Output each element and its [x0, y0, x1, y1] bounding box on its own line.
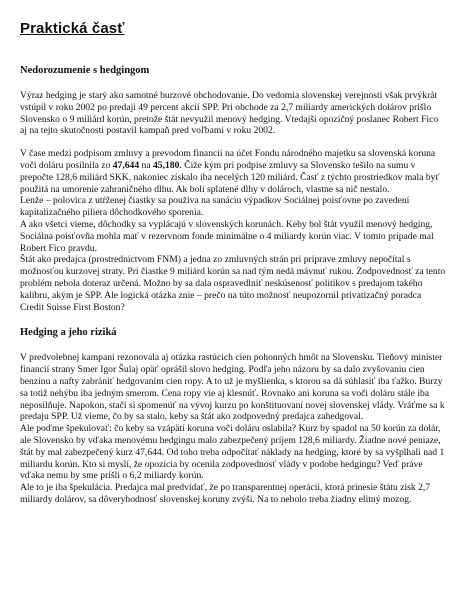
paragraph: Lenže – polovica z utŕženej čiastky sa používa na sanáciu výpadkov Sociálnej poisťovne po zavedení kapitalizačného piliera dôchodkového sporenia. — [20, 195, 410, 219]
paragraph-text: V čase medzi podpisom zmluvy a prevodom financií na účet Fondu národného majetku sa slovenská koruna voči doláru posilnila zo — [20, 148, 436, 171]
section-heading-risks: Hedging a jeho riziká — [20, 327, 117, 339]
paragraph-text: na — [139, 159, 153, 171]
page-title: Praktická časť — [20, 20, 125, 37]
paragraph-text: . Čiže kým pri podpise zmluvy sa Slovensko tešilo na sumu v prepočte 128,6 miliárd SKK, nakoniec získalo iba necelých 120 miliárd. Časť z týchto prostriedkov mala byť použitá na umorenie zahraničného dlhu. Ak boli splatené dlhy v dolároch, vlastne sa nič nestalo. — [20, 159, 440, 195]
paragraph: A ako všetci vieme, dôchodky sa vyplácajú v slovenských korunách. Keby bol štát využil menový hedging, Sociálna poisťovňa mohla mať v rezervnom fonde minimálne o 4 miliardy korún viac. V tomto prípade mal Robert Fico pravdu. — [20, 218, 434, 254]
paragraph: Ale to je iba špekulácia. Predajca mal predvídať, že po transparentnej operácii, ktorá prinesie štátu zisk 2,7 miliardy dolárov, sa dôveryhodnosť slovenskej koruny zvýši. Na to nebolo treba žiadny elitný mozog. — [20, 482, 431, 505]
exchange-rate-bold: 45,180 — [152, 159, 180, 171]
paragraph: Výraz hedging je starý ako samotné burzové obchodovanie. Do vedomia slovenskej verejnosti však prvýkrát vstúpil v roku 2002 po predaji 49 percent akcií SPP. Pri obchode za 2,7 miliardy amerických dolárov prišlo Slovensko o 9 miliárd korún, pretože štát nevyužil menový hedging. Vtedajší opozičný poslanec Robert Fico aj na tejto skutočnosti postavil kampaň pred voľbami v roku 2002. — [20, 90, 439, 137]
paragraph — [20, 148, 446, 195]
section-heading-misunderstanding: Nedorozumenie s hedgingom — [20, 65, 150, 76]
paragraph: V predvolebnej kampani rezonovala aj otázka rastúcich cien pohonných hmôt na Slovensku. Tieňový minister financií strany Smer Igor Šulaj opäť oprášil slovo hedging. Podľa jeho názoru by sa dalo zvyšovaniu cien benzínu a nafty zabrániť hedgovaním cien ropy. A to už je myšlienka, s ktorou sa dá súhlasiť iba ťažko. Burzy sa totiž nehýbu iba jedným smerom. Cena ropy vie aj klesnúť. Rovnako ani koruna sa voči doláru stále iba neposilňuje. Napokon, stačí si spomenúť na vývoj kurzu po konštituovaní novej slovenskej vlády. Vráťme sa k predaju SPP. Už vieme, čo by sa stalo, keby sa štát ako zodpovedný predajca zahedgoval. — [20, 352, 445, 423]
exchange-rate-bold: 47,644 — [112, 159, 140, 171]
paragraph: Štát ako predajca (prostredníctvom FNM) a jedna zo zmluvných strán pri príprave zmluvy nepočítal s možnosťou kurzovej straty. Pri čiastke 9 miliárd korún sa nad tým nedá mávnuť rukou. Zodpovednosť za tento problém nebola doteraz určená. Možno by sa dala ospravedlniť neskúsenosť politikov s predajom takého kalibru, akým je SPP. Ale logická otázka znie – prečo na túto možnosť neupozornil privatizačný poradca Credit Suisse First Boston? — [20, 254, 446, 313]
paragraph: Ale poďme špekulovať: čo keby sa vzápätí koruna voči doláru oslabila? Kurz by spadol na 50 korún za dolár, ale Slovensko by vďaka menovému hedgingu malo zabezpečený príjem 128,6 miliardy. Žiadne nové peniaze, štát by mal zabezpečený kurz 47,644. Od toho treba odpočítať náklady na hedging, ktoré by sa vyšplhali nad 1 miliardu korún. Kto si myslí, že opozícia by ocenila zodpovednosť vlády v podobe hedgingu? Veď práve vďaka nemu by sme prišli o 6,2 miliardy korún. — [20, 423, 445, 482]
